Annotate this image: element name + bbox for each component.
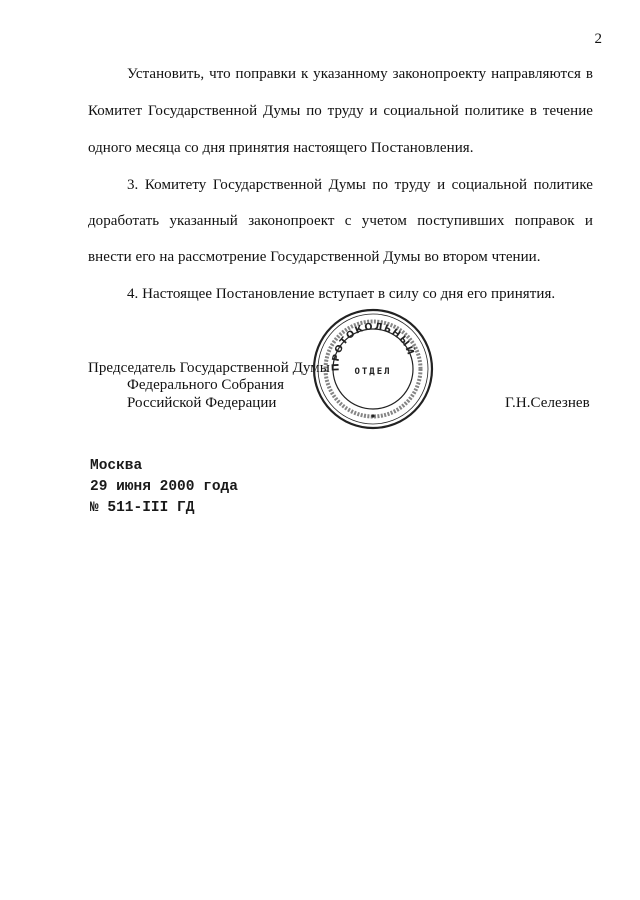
paragraph-2-line-1: 3. Комитету Государственной Думы по труду и социальной политике [127,177,593,193]
paragraph-1-line-3: одного месяца со дня принятия настоящего Постановления. [88,140,474,156]
stamp-center-text-1: ПРОТОКОЛЬНЫЙ [330,321,417,372]
footer-city: Москва [90,458,143,474]
signatory-name: Г.Н.Селезнев [505,395,590,411]
paragraph-2-line-2: доработать указанный законопроект с учетом поступивших поправок и [88,213,593,229]
paragraph-2-line-3: внести его на рассмотрение Государственной Думы во втором чтении. [88,249,541,265]
signature-title-line-2: Федерального Собрания [127,377,285,393]
signature-title-line-3: Российской Федерации [127,395,277,411]
signature-title-line-1: Председатель Государственной Думы [88,360,330,376]
footer-date: 29 июня 2000 года [90,479,238,495]
footer-document-number: № 511-III ГД [90,500,195,516]
paragraph-1-line-1: Установить, что поправки к указанному законопроекту направляются в [127,66,593,82]
official-stamp [311,307,435,431]
paragraph-1-line-2: Комитет Государственной Думы по труду и социальной политике в течение [88,103,593,119]
stamp-center-text-2: ОТДЕЛ [354,367,392,377]
page-number: 2 [594,31,602,47]
paragraph-3-line-1: 4. Настоящее Постановление вступает в силу со дня его принятия. [127,286,556,302]
